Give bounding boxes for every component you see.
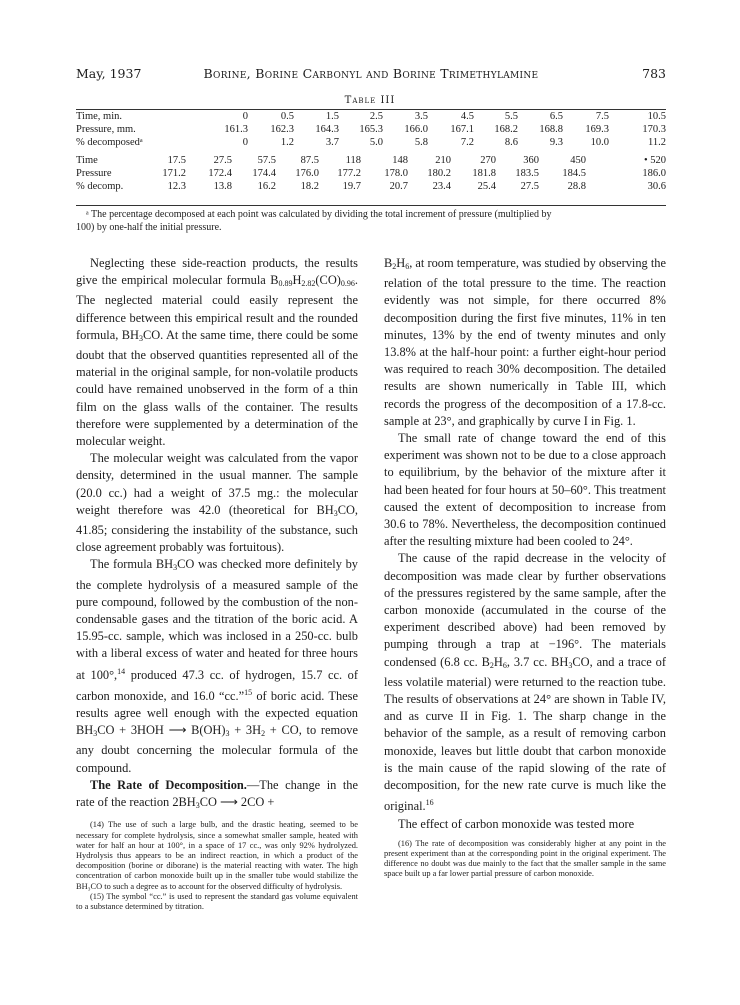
- table-cell: 3.5: [414, 111, 428, 122]
- table-cell: 184.5: [562, 168, 586, 179]
- table-cell: 7.2: [460, 137, 474, 148]
- table-cell: 30.6: [647, 181, 666, 192]
- table-row: [76, 180, 666, 193]
- table-cell: 7.5: [595, 111, 609, 122]
- table-row: [76, 154, 666, 167]
- table-row: [76, 167, 666, 180]
- table-cell: 174.4: [252, 168, 276, 179]
- table-cell: • 520: [643, 155, 666, 166]
- table-row: [76, 110, 666, 123]
- table-cell: 13.8: [213, 181, 232, 192]
- table-cell: 25.4: [477, 181, 496, 192]
- footnote-ref-14[interactable]: 14: [117, 666, 126, 676]
- right-footnotes: [384, 839, 666, 880]
- table-cell: 176.0: [295, 168, 319, 179]
- right-paragraph-3: The cause of the rapid decrease in the velocity of decomposition was made clear by further observations of the pressures registered by the same sample, after the carbon monoxide (accumulated in the course of the experiment described above) had been removed by pumping through a trap at −196°. The materials condensed (6.8 cc. $B_2H_6$, 3.7 cc. $BH_3CO$, and a trace of less volatile material) were returned to the reaction tube. The results of observations at 24° are shown in Table IV, and as curve II in Fig. 1. The sharp change in the behavior of the sample, as a result of removing carbon monoxide, leaves but little doubt that carbon monoxide is the main cause of the rapid slowing of the rate of decomposition, for the new rate curve is much like the original.$^{16}$: [384, 551, 666, 814]
- left-footnotes: [76, 820, 358, 912]
- table-cell: 168.2: [494, 124, 518, 135]
- table-cell: 169.3: [585, 124, 609, 135]
- section-heading-rate-of-decomposition: The Rate of Decomposition.: [90, 777, 247, 792]
- table-cell: 57.5: [257, 155, 276, 166]
- table-cell: 168.8: [539, 124, 563, 135]
- table-cell: 8.6: [504, 137, 518, 148]
- footnote-ref-15[interactable]: 15: [244, 687, 253, 697]
- left-paragraph-1: Neglecting these side-reaction products, the results give the empirical molecular formula $B_{0.89}H_{2.82}(CO)_{0.96}$. The neglected material could easily represent the difference between this empirical result and the rounded formula, $BH_3CO$. At the same time, there could be some doubt that the observed quantities represented all of the material in the original sample, for non-volatile products could have remained unobserved in the form of a thin film on the glass walls of the container. The results therefore were supplemented by a determination of the molecular weight.: [76, 256, 358, 449]
- table-cell: 11.2: [648, 137, 666, 148]
- table-row-label: Pressure: [76, 168, 112, 179]
- right-column: [384, 255, 666, 880]
- right-paragraph-2: The small rate of change toward the end of this experiment was shown not to be due to a close approach to equilibrium, by the behavior of the mixture after it had been heated for four hours at 50–60°. This treatment caused the extent of decomposition to increase from 30.6 to 78%. Nevertheless, the decomposition continued after the resulting mixture had been cooled to 24°.: [384, 431, 666, 549]
- table-cell: 28.8: [567, 181, 586, 192]
- table-cell: 5.5: [504, 111, 518, 122]
- table-cell: 118: [345, 155, 361, 166]
- table-cell: 1.2: [280, 137, 294, 148]
- table-cell: 162.3: [270, 124, 294, 135]
- table-cell: 5.0: [369, 137, 383, 148]
- left-column: [76, 255, 358, 912]
- table-cell: 166.0: [404, 124, 428, 135]
- table-cell: 3.7: [325, 137, 339, 148]
- footnote-15: (15) The symbol “cc.” is used to represent the standard gas volume equivalent to a substance determined by titration.: [76, 891, 358, 911]
- table-cell: 177.2: [337, 168, 361, 179]
- table-cell: 9.3: [549, 137, 563, 148]
- table-cell: 161.3: [224, 124, 248, 135]
- header-running-title: Borine, Borine Carbonyl and Borine Trimethylamine: [203, 66, 539, 81]
- table-cell: 167.1: [450, 124, 474, 135]
- table-row-label: Time: [76, 155, 98, 166]
- table-row-label: Pressure, mm.: [76, 124, 136, 135]
- table-cell: 171.2: [162, 168, 186, 179]
- table-cell: 172.4: [208, 168, 232, 179]
- table-cell: 16.2: [257, 181, 276, 192]
- table-cell: 0: [242, 137, 248, 148]
- table-cell: 148: [392, 155, 408, 166]
- table-row: [76, 123, 666, 136]
- right-paragraph-1: $B_2H_6$, at room temperature, was studied by observing the relation of the total pressure to the time. The reaction evidently was not simple, for there occurred 8% decomposition during the first five minutes, 11% in ten minutes, 13% by the end of twenty minutes and only 13.8% at the half-hour point: a further eight-hour period was required to reach 30% decomposition. The detailed results are shown numerically in Table III, which records the progress of the decomposition of a 17.8-cc. sample at 23°, and graphically by curve I in Fig. 1.: [384, 256, 666, 428]
- table-cell: 23.4: [432, 181, 451, 192]
- left-paragraph-2: The molecular weight was calculated from the vapor density, determined in the usual manner. The sample (20.0 cc.) had a weight of 37.5 mg.: the molecular weight therefore was 42.0 (theoretical for $BH_3CO$, 41.85; considering the instability of the substance, such close agreement probably was fortuitous).: [76, 451, 358, 555]
- data-table-iii: [76, 110, 666, 193]
- table-cell: 165.3: [359, 124, 383, 135]
- table-cell: 183.5: [515, 168, 539, 179]
- table-cell: 17.5: [167, 155, 186, 166]
- table-cell: 10.0: [590, 137, 609, 148]
- table-cell: 164.3: [315, 124, 339, 135]
- table-row-label: Time, min.: [76, 111, 122, 122]
- running-header: [76, 66, 666, 84]
- table-cell: 10.5: [647, 111, 666, 122]
- table-cell: 12.3: [167, 181, 186, 192]
- table-cell: 87.5: [300, 155, 319, 166]
- left-paragraph-3: The formula $BH_3CO$ was checked more definitely by the complete hydrolysis of a measured sample of the pure compound, followed by the combustion of the non-condensable gases and the titration of the boric acid. A 15.95-cc. sample, which was inclosed in a 250-cc. bulb with a liberal excess of water and heated for three hours at 100°,$^{14}$ produced 47.3 cc. of hydrogen, 15.7 cc. of carbon monoxide, and 16.0 “cc.”$^{15}$ of boric acid. These results agree well enough with the expected equation $BH_3CO + 3HOH$ ⟶ $B(OH)_3 + 3H_2$ + CO, to remove any doubt concerning the molecular formula of the compound.: [76, 557, 359, 775]
- table-cell: 0.5: [280, 111, 294, 122]
- header-date: May, 1937: [76, 66, 142, 81]
- table-cell: 27.5: [520, 181, 539, 192]
- table-row-label: % decomp.: [76, 181, 124, 192]
- footnote-16: (16) The rate of decomposition was considerably higher at any point in the present experiment than at the corresponding point in the original experiment. The difference no doubt was due mainly to the fact that the smaller sample in the same space built up a far lower partial pressure of carbon monoxide.: [384, 838, 666, 879]
- table-cell: 27.5: [213, 155, 232, 166]
- table-title: Table III: [344, 95, 396, 106]
- table-row: [76, 136, 666, 149]
- header-page-number: 783: [642, 66, 666, 81]
- table-cell: 0: [242, 111, 248, 122]
- table-cell: 270: [480, 155, 496, 166]
- table-cell: 2.5: [369, 111, 383, 122]
- table-cell: 186.0: [642, 168, 666, 179]
- table-footnote-line1: ᵃ The percentage decomposed at each point was calculated by dividing the total increment of pressure (multiplied by: [86, 209, 552, 220]
- footnote-ref-16[interactable]: 16: [425, 798, 434, 808]
- table-bottom-rule: [76, 205, 666, 206]
- table-row-label: % decomposedᵃ: [76, 137, 143, 148]
- left-paragraph-4: The Rate of Decomposition.—The change in the rate of the reaction $2BH_3CO$ ⟶ 2CO +: [76, 777, 359, 811]
- table-cell: 4.5: [460, 111, 474, 122]
- table-cell: 6.5: [549, 111, 563, 122]
- table-cell: 181.8: [472, 168, 496, 179]
- table-cell: 450: [570, 155, 586, 166]
- table-cell: 20.7: [389, 181, 408, 192]
- table-cell: 210: [435, 155, 451, 166]
- table-cell: 5.8: [414, 137, 428, 148]
- table-cell: 19.7: [342, 181, 361, 192]
- footnote-14: (14) The use of such a large bulb, and the drastic heating, seemed to be necessary for complete hydrolysis, since a somewhat smaller sample, heated with water for half an hour at 100°, in a space of 17 cc., was only 92% hydrolyzed. Hydrolysis thus appears to be an indirect reaction, in which a product of the decomposition (borine or diborane) is the material reacting with water. The high concentration of carbon monoxide built up in the smaller tube would stabilize the BH₃CO to such a degree as to account for the observed difficulty of hydrolysis.: [76, 820, 358, 891]
- right-paragraph-4: The effect of carbon monoxide was tested more: [398, 816, 635, 831]
- table-cell: 180.2: [427, 168, 451, 179]
- table-cell: 1.5: [325, 111, 339, 122]
- table-cell: 178.0: [384, 168, 408, 179]
- table-cell: 170.3: [642, 124, 666, 135]
- table-footnote-line2: 100) by one-half the initial pressure.: [76, 222, 222, 233]
- table-cell: 360: [523, 155, 539, 166]
- table-footnote: [76, 208, 666, 234]
- table-cell: 18.2: [300, 181, 319, 192]
